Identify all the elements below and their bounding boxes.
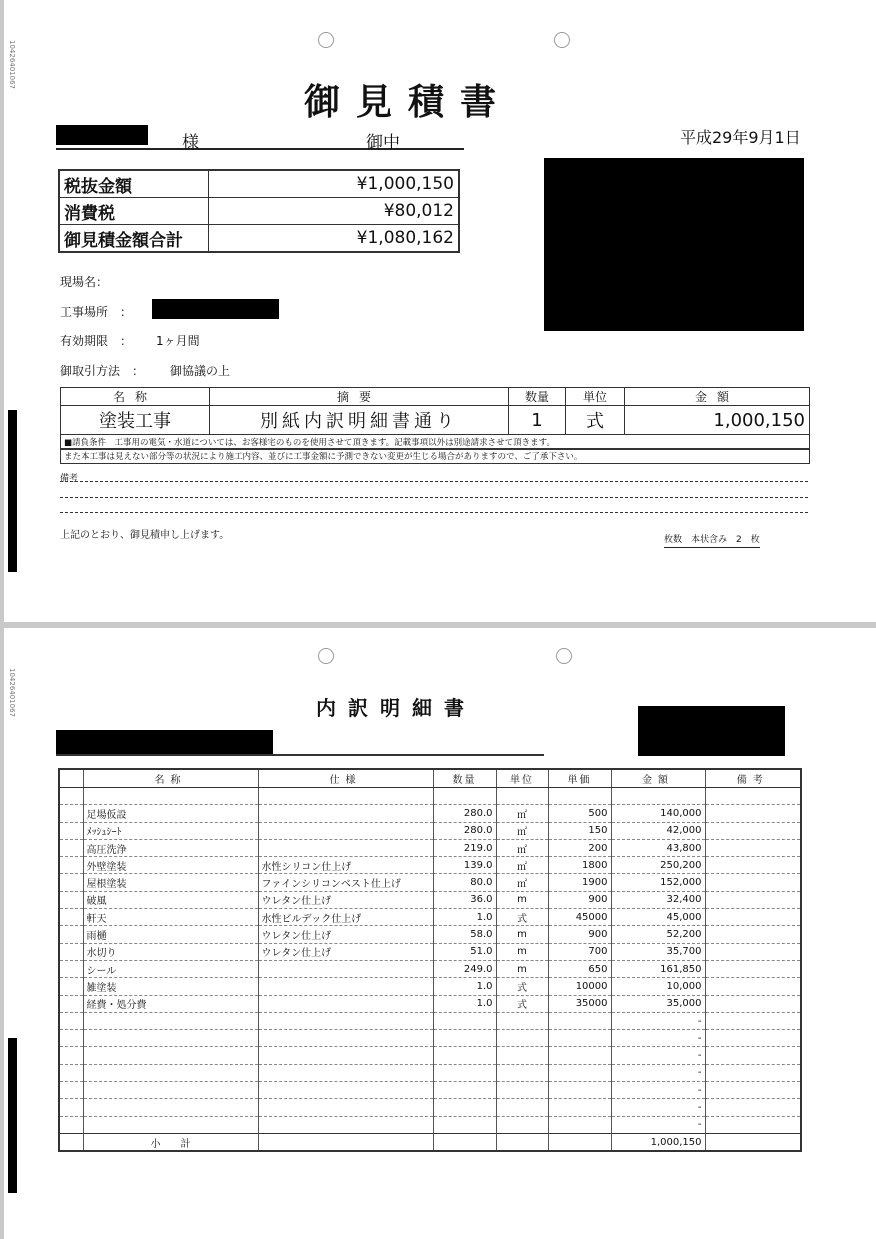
summary-value: ¥1,000,150 [209,170,460,198]
work-summary-table [60,387,810,435]
detail-spec [258,839,433,856]
detail-unit [496,1082,548,1099]
detail-unit [496,1012,548,1029]
work-summary: 別紙内訳明細書通り [210,406,509,435]
detail-unit: m [496,943,548,960]
detail-unit [496,1047,548,1064]
detail-amount: 32,400 [611,891,705,908]
recipient-suffix: 様 [182,133,199,153]
detail-amount: - [611,1099,705,1116]
detail-unit: 式 [496,995,548,1012]
detail-amount: 52,200 [611,926,705,943]
detail-unit [496,1116,548,1133]
detail-row [59,926,801,943]
detail-amount: 152,000 [611,874,705,891]
validity-label: 有効期限 ： [60,334,133,348]
detail-unit: ㎡ [496,822,548,839]
detail-qty [433,1116,496,1133]
detail-amount: 10,000 [611,978,705,995]
detail-price [548,1082,611,1099]
summary-label: 税抜金額 [59,170,209,198]
detail-name: 高圧洗浄 [83,839,258,856]
col-amount: 金額 [611,769,705,788]
col-note: 備考 [705,769,801,788]
validity-value: 1ヶ月間 [156,334,200,348]
redaction-bar [8,410,17,572]
detail-qty [433,1030,496,1047]
col-qty: 数量 [433,769,496,788]
detail-spec [258,1047,433,1064]
detail-name [83,1030,258,1047]
col-unit: 単位 [496,769,548,788]
detail-unit: ㎡ [496,874,548,891]
detail-row [59,822,801,839]
detail-amount: 42,000 [611,822,705,839]
work-qty: 1 [509,406,566,435]
detail-spec: ウレタン仕上げ [258,943,433,960]
detail-spec: 水性ビルデック仕上げ [258,909,433,926]
summary-value: ¥80,012 [209,198,460,225]
detail-name: 雨樋 [83,926,258,943]
col-name: 名称 [83,769,258,788]
detail-qty: 219.0 [433,839,496,856]
detail-name [83,1012,258,1029]
detail-row [59,891,801,908]
detail-row [59,960,801,977]
detail-row [59,1082,801,1099]
redacted-company-block [544,158,804,331]
detail-title: 内訳明細書 [316,696,476,720]
detail-name [83,1082,258,1099]
detail-unit: ㎡ [496,805,548,822]
detail-spec: ファインシリコンベスト仕上げ [258,874,433,891]
detail-spec: 水性シリコン仕上げ [258,857,433,874]
detail-spec [258,1012,433,1029]
detail-spec [258,995,433,1012]
detail-amount: - [611,1082,705,1099]
detail-qty [433,1012,496,1029]
detail-name: 雑塗装 [83,978,258,995]
detail-body [59,805,801,1134]
detail-spec: ウレタン仕上げ [258,926,433,943]
detail-name: シール [83,960,258,977]
condition-line: また本工事は見えない部分等の状況により施工内容、並びに工事金額に予測できない変更が生じる場合がありますので、ご了承下さい。 [60,448,810,464]
remarks-line [60,512,808,513]
detail-price [548,1099,611,1116]
detail-qty: 36.0 [433,891,496,908]
detail-name: 足場仮設 [83,805,258,822]
detail-unit: 式 [496,909,548,926]
payment-value: 御協議の上 [170,364,231,378]
detail-amount: 35,700 [611,943,705,960]
detail-unit: m [496,926,548,943]
detail-amount: 140,000 [611,805,705,822]
detail-unit [496,1064,548,1081]
summary-value: ¥1,080,162 [209,225,460,253]
document-title: 御見積書 [304,82,513,123]
detail-row [59,1030,801,1047]
detail-unit [496,1099,548,1116]
detail-price: 700 [548,943,611,960]
punch-hole [554,32,570,48]
side-code: 10426401067 [8,668,16,717]
detail-amount: 45,000 [611,909,705,926]
detail-price: 1800 [548,857,611,874]
col-blank [59,769,83,788]
detail-amount: 250,200 [611,857,705,874]
detail-qty: 280.0 [433,805,496,822]
recipient-underline [56,148,464,150]
detail-price: 500 [548,805,611,822]
summary-table [58,169,460,253]
col-spec: 仕様 [258,769,433,788]
detail-name: 水切り [83,943,258,960]
remarks-label: 備考 [60,474,79,484]
detail-amount: 35,000 [611,995,705,1012]
detail-row [59,874,801,891]
detail-row [59,857,801,874]
detail-qty: 58.0 [433,926,496,943]
subtotal-row [59,1133,801,1151]
punch-hole [318,648,334,664]
col-amount: 金額 [625,388,810,406]
detail-qty: 80.0 [433,874,496,891]
detail-row [59,1047,801,1064]
detail-spec [258,805,433,822]
detail-amount: - [611,1064,705,1081]
punch-hole [556,648,572,664]
work-name: 塗装工事 [61,406,210,435]
recipient-onchu: 御中 [366,133,400,153]
detail-name: 破風 [83,891,258,908]
detail-row [59,909,801,926]
detail-amount: - [611,1012,705,1029]
detail-qty [433,1099,496,1116]
col-price: 単価 [548,769,611,788]
detail-price: 1900 [548,874,611,891]
subtotal-label: 小 計 [83,1133,258,1151]
detail-name: 経費・処分費 [83,995,258,1012]
detail-price [548,1047,611,1064]
detail-header-row [59,769,801,788]
summary-row [59,170,459,198]
col-unit: 単位 [566,388,625,406]
detail-row [59,978,801,995]
detail-spec [258,1030,433,1047]
work-unit: 式 [566,406,625,435]
detail-spec [258,1099,433,1116]
detail-qty: 51.0 [433,943,496,960]
detail-page [4,628,876,1239]
punch-hole [318,32,334,48]
summary-row [59,198,459,225]
page-count: 枚数 本状含み 2 枚 [664,532,760,548]
detail-qty [433,1047,496,1064]
detail-price: 150 [548,822,611,839]
detail-qty [433,1064,496,1081]
detail-table [58,768,802,1152]
remarks-line [60,481,808,482]
detail-name: 屋根塗装 [83,874,258,891]
detail-name: 外壁塗装 [83,857,258,874]
detail-spec [258,1082,433,1099]
detail-qty: 1.0 [433,909,496,926]
recipient-underline [56,754,544,756]
detail-row [59,1116,801,1133]
detail-price [548,1116,611,1133]
payment-label: 御取引方法 ： [60,364,145,378]
detail-unit: 式 [496,978,548,995]
detail-amount: - [611,1047,705,1064]
redacted-recipient [56,125,148,145]
detail-name [83,1064,258,1081]
detail-price [548,1030,611,1047]
detail-unit: ㎡ [496,839,548,856]
summary-row [59,225,459,253]
condition-line: ■請負条件 工事用の電気・水道については、お客様宅のものを使用させて頂きます。記載事項以外は別途請求させて頂きます。 [60,434,810,450]
detail-row [59,1064,801,1081]
detail-unit: ㎡ [496,857,548,874]
redacted-recipient [56,730,273,754]
summary-label: 消費税 [59,198,209,225]
detail-price: 900 [548,926,611,943]
col-summary: 摘要 [210,388,509,406]
col-name: 名称 [61,388,210,406]
detail-spec [258,960,433,977]
detail-price: 35000 [548,995,611,1012]
detail-amount: - [611,1116,705,1133]
detail-price: 200 [548,839,611,856]
detail-spec: ウレタン仕上げ [258,891,433,908]
detail-amount: 161,850 [611,960,705,977]
detail-amount: - [611,1030,705,1047]
detail-row [59,839,801,856]
detail-amount: 43,800 [611,839,705,856]
redacted-company-name [638,706,785,756]
work-table-header [61,388,810,406]
detail-row [59,1012,801,1029]
redacted-work-place [152,299,279,319]
redaction-bar [8,1038,17,1193]
detail-price: 45000 [548,909,611,926]
detail-row [59,1099,801,1116]
detail-price [548,1012,611,1029]
detail-name [83,1047,258,1064]
estimate-page [4,0,876,622]
detail-qty: 1.0 [433,978,496,995]
detail-spec [258,822,433,839]
detail-qty: 1.0 [433,995,496,1012]
detail-price: 10000 [548,978,611,995]
detail-row [59,995,801,1012]
work-table-row [61,406,810,435]
summary-label: 御見積金額合計 [59,225,209,253]
detail-spec [258,1116,433,1133]
spacer-row [59,788,801,805]
detail-name: 軒天 [83,909,258,926]
work-amount: 1,000,150 [625,406,810,435]
remarks-line [60,497,808,498]
detail-price: 900 [548,891,611,908]
detail-unit [496,1030,548,1047]
detail-spec [258,978,433,995]
closing-text: 上記のとおり、御見積申し上げます。 [60,530,230,541]
side-code: 10426401067 [8,40,16,89]
detail-price: 650 [548,960,611,977]
col-qty: 数量 [509,388,566,406]
detail-unit: m [496,891,548,908]
subtotal-amount: 1,000,150 [611,1133,705,1151]
detail-qty: 280.0 [433,822,496,839]
detail-unit: m [496,960,548,977]
detail-qty: 139.0 [433,857,496,874]
detail-row [59,943,801,960]
detail-spec [258,1064,433,1081]
detail-name [83,1099,258,1116]
issue-date: 平成29年9月1日 [680,128,801,147]
detail-price [548,1064,611,1081]
detail-name: ﾒｯｼｭｼｰﾄ [83,822,258,839]
detail-row [59,805,801,822]
work-place-label: 工事場所 ： [60,305,133,319]
detail-qty: 249.0 [433,960,496,977]
detail-qty [433,1082,496,1099]
detail-name [83,1116,258,1133]
site-name-label: 現場名： [60,275,109,289]
